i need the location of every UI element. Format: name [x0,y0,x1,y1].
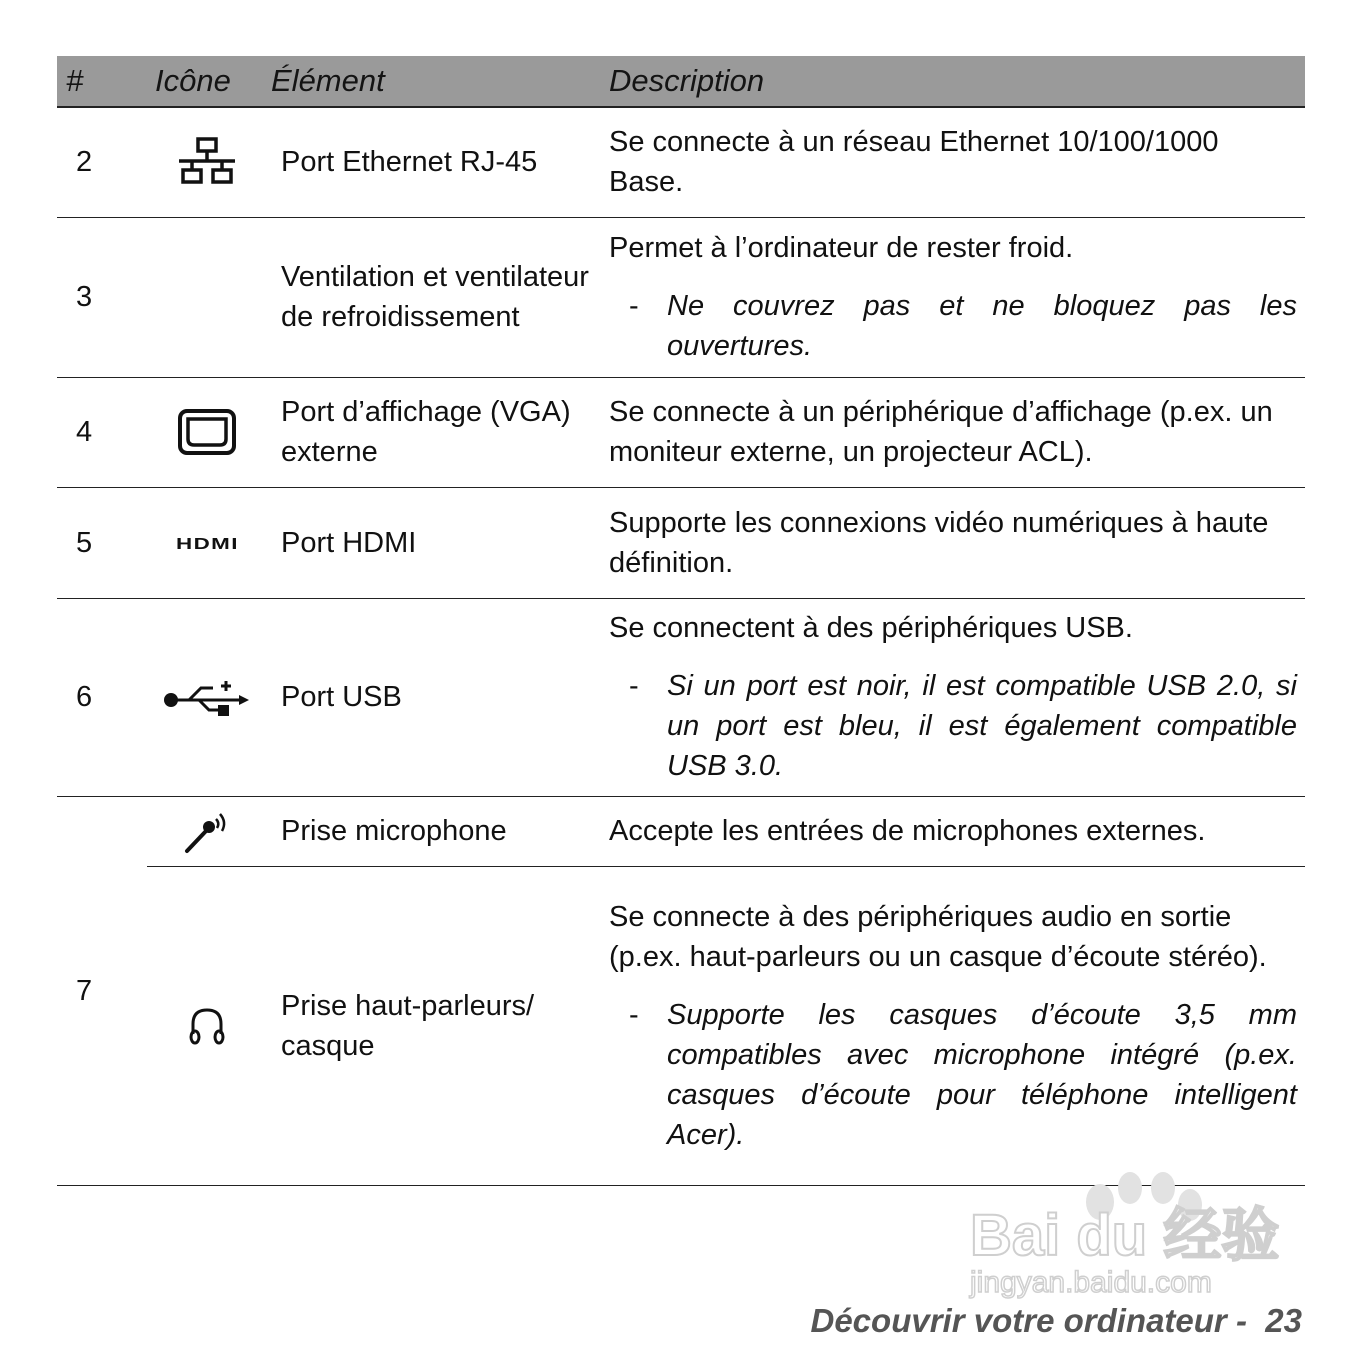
description-text: Accepte les entrées de microphones externes. [609,815,1206,847]
row-description [609,866,1305,1185]
watermark-url: jingyan.baidu.com [970,1266,1212,1299]
header-number: # [57,56,147,107]
baidu-paw-icon [965,1160,1285,1300]
row-icon-cell [147,866,271,1185]
row-number: 4 [57,377,147,487]
microphone-icon [182,807,232,855]
table-row [57,866,1305,1185]
table-row [57,107,1305,217]
table-row [57,796,1305,866]
components-table-wrapper [57,56,1305,1186]
row-element: Port USB [271,598,609,796]
headphone-icon [185,1004,229,1048]
header-description: Description [609,56,1305,107]
note-dash: - [629,670,639,702]
description-text: Supporte les connexions vidéo numériques à haute définition. [609,506,1269,579]
row-element: Port HDMI [271,487,609,598]
row-icon-cell [147,107,271,217]
row-element: Port Ethernet RJ-45 [271,107,609,217]
row-description [609,107,1305,217]
description-note [609,995,1297,1155]
row-icon-cell [147,487,271,598]
description-note [609,286,1297,366]
description-text: Se connecte à un périphérique d’affichage (p.ex. un moniteur externe, un projecteur ACL). [609,396,1273,468]
row-number: 5 [57,487,147,598]
table-row [57,598,1305,796]
row-description [609,487,1305,598]
note-text: Ne couvrez pas et ne bloquez pas les ouvertures. [667,290,1297,362]
hdmi-icon: HDMI [175,536,239,553]
row-number: 7 [57,796,147,1185]
note-text: Supporte les casques d’écoute 3,5 mm compatibles avec microphone intégré (p.ex. casques d’écoute pour téléphone intelligent Acer). [667,998,1297,1151]
row-element: Prise microphone [271,796,609,866]
row-description [609,377,1305,487]
row-number: 2 [57,107,147,217]
table-row [57,217,1305,377]
vga-icon [177,408,237,456]
ethernet-icon [177,137,237,187]
usb-icon [163,678,251,718]
footer-title: Découvrir votre ordinateur - [810,1302,1257,1339]
description-text: Permet à l’ordinateur de rester froid. [609,232,1074,264]
description-text: Se connecte à des périphériques audio en sortie (p.ex. haut-parleurs ou un casque d’écoute stéréo). [609,900,1267,973]
page-footer [811,1302,1303,1340]
components-table [57,56,1305,1186]
note-dash: - [629,290,639,322]
baidu-watermark [965,1160,1285,1300]
table-row [57,487,1305,598]
row-number: 6 [57,598,147,796]
description-text: Se connectent à des périphériques USB. [609,612,1133,644]
table-row [57,377,1305,487]
description-text: Se connecte à un réseau Ethernet 10/100/1000 Base. [609,126,1219,199]
row-number: 3 [57,217,147,377]
header-element: Élément [271,56,609,107]
row-description [609,598,1305,796]
row-icon-cell [147,598,271,796]
row-description [609,796,1305,866]
row-icon-cell [147,377,271,487]
row-element: Ventilation et ventilateur de refroidissement [271,217,609,377]
table-header-row [57,56,1305,107]
watermark-brand: Bai du 经验 [970,1203,1280,1268]
page-number: 23 [1265,1302,1302,1339]
description-note [609,666,1297,786]
note-text: Si un port est noir, il est compatible USB 2.0, si un port est bleu, il est également compatible USB 3.0. [667,670,1297,782]
row-icon-cell [147,217,271,377]
header-icon: Icône [147,56,271,107]
note-dash: - [629,998,639,1031]
row-description [609,217,1305,377]
row-element: Prise haut-parleurs/ casque [271,866,609,1185]
row-icon-cell [147,796,271,866]
row-element: Port d’affichage (VGA) externe [271,377,609,487]
